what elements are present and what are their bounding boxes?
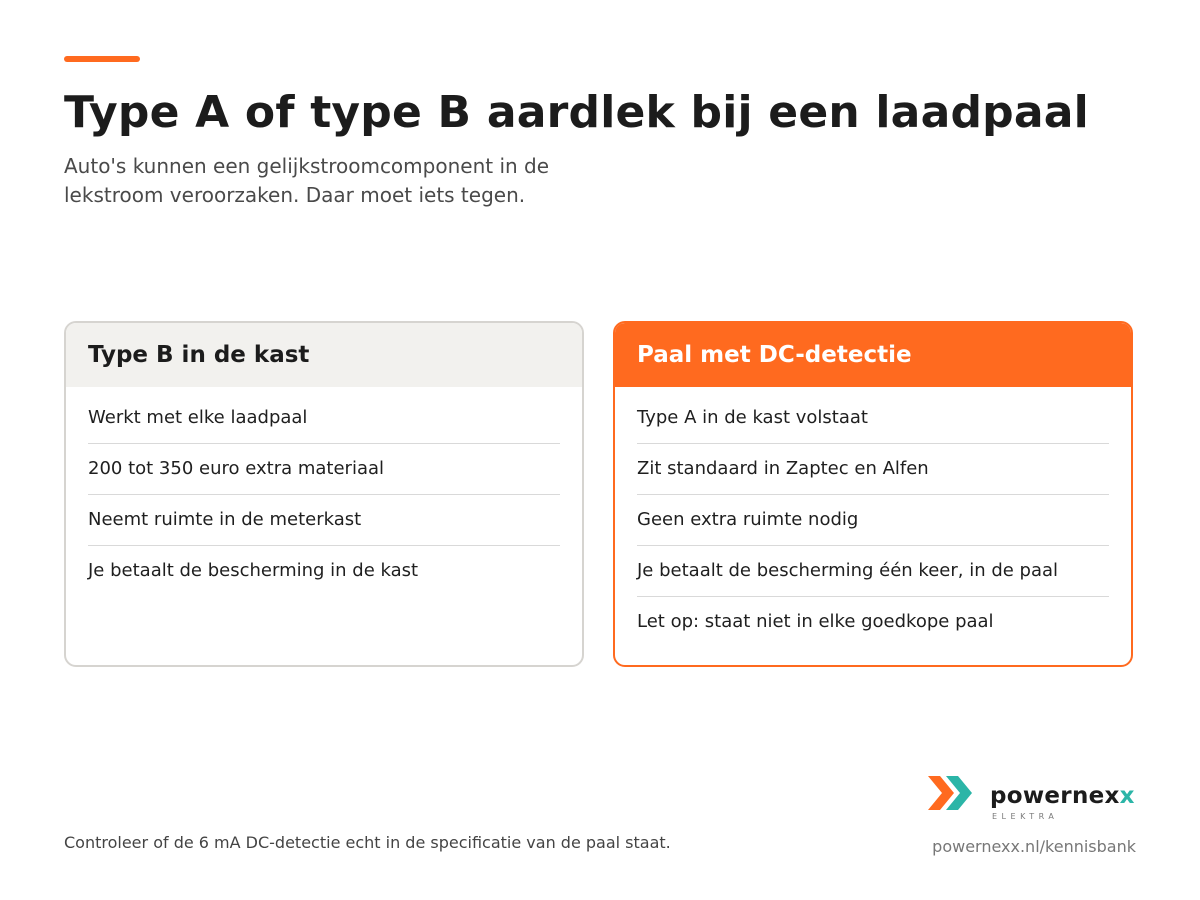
list-item: Werkt met elke laadpaal	[88, 393, 560, 444]
accent-bar	[64, 56, 140, 62]
list-item: Type A in de kast volstaat	[637, 393, 1109, 444]
list-item: Let op: staat niet in elke goedkope paal	[637, 611, 994, 632]
brand-name-main: powernex	[990, 783, 1120, 809]
brand-name-accent: x	[1119, 783, 1135, 809]
card-type-b	[64, 321, 584, 667]
double-chevron-icon	[926, 772, 976, 814]
brand-tagline: ELEKTRA	[992, 812, 1059, 821]
list-item: Neemt ruimte in de meterkast	[88, 495, 560, 546]
brand-logo	[926, 772, 1136, 826]
list-item: Zit standaard in Zaptec en Alfen	[637, 444, 1109, 495]
list-item: Je betaalt de bescherming in de kast	[88, 560, 419, 581]
list-item: 200 tot 350 euro extra materiaal	[88, 444, 560, 495]
card-type-b-title: Type B in de kast	[66, 323, 582, 387]
card-dc-detectie-title: Paal met DC-detectie	[615, 323, 1131, 387]
page-subtitle: Auto's kunnen een gelijkstroomcomponent in de lekstroom veroorzaken. Daar moet iets tegen.	[64, 154, 550, 207]
footer-url[interactable]: powernexx.nl/kennisbank	[932, 837, 1136, 856]
brand-name	[990, 782, 1135, 810]
card-dc-detectie	[613, 321, 1133, 667]
list-item: Geen extra ruimte nodig	[637, 495, 1109, 546]
card-type-b-list	[88, 393, 560, 596]
page-title: Type A of type B aardlek bij een laadpaal	[64, 87, 1089, 138]
list-item: Je betaalt de bescherming één keer, in de paal	[637, 546, 1109, 597]
card-dc-detectie-list	[637, 393, 1109, 647]
footer-note: Controleer of de 6 mA DC-detectie echt in de specificatie van de paal staat.	[64, 833, 671, 852]
